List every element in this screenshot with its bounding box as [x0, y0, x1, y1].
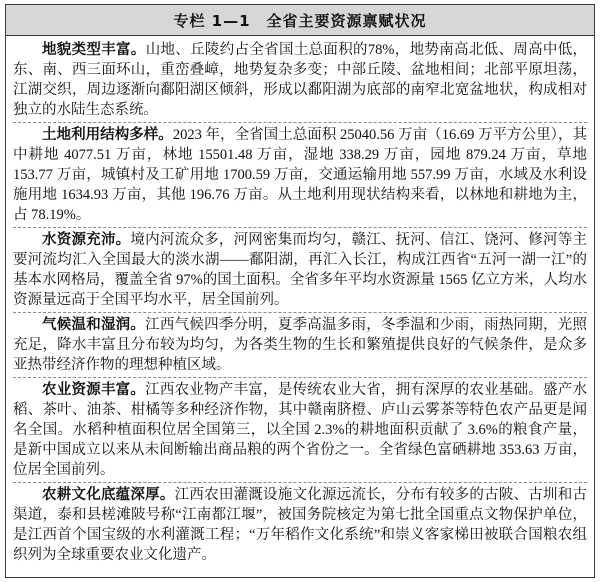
- paragraph-agriculture: [13, 377, 587, 482]
- paragraph-lead: 水资源充沛。: [42, 232, 131, 248]
- column-content: [6, 36, 594, 567]
- paragraph-body: 山地、丘陵约占全省国土总面积的78%，地势南高北低、周高中低，东、南、西三面环山，重峦叠嶂，地势复杂多变；中部丘陵、盆地相间；北部平原坦荡，江湖交织，周边逐渐向鄱阳湖区倾斜，形成以鄱阳湖为底部的南窄北宽盆地状，构成相对独立的水陆生态系统。: [13, 42, 588, 118]
- column-label: 专栏 1—1: [173, 11, 251, 30]
- paragraph-lead: 气候温和湿润。: [42, 317, 146, 333]
- paragraph-body: 江西农业物产丰富，是传统农业大省，拥有深厚的农业基础。盛产水稻、茶叶、油茶、柑橘等多种经济作物，其中赣南脐橙、庐山云雾茶等特色农产品更是闻名全国。水稻种植面积位居全国第三，以全国 2.3%的耕地面积贡献了 3.6%的粮食产量，是新中国成立以来从未间断输出商品粮的两个省份之一。全省绿色富硒耕地 353.63 万亩，位居全国前列。: [13, 382, 588, 478]
- paragraph-body: 江西气候四季分明，夏季高温多雨，冬季温和少雨，雨热同期，光照充足，降水丰富且分布较为均匀，为各类生物的生长和繁殖提供良好的气候条件，是众多亚热带经济作物的理想种植区域。: [13, 317, 588, 373]
- paragraph-lead: 土地利用结构多样。: [42, 127, 173, 143]
- paragraph-climate: [13, 312, 587, 377]
- paragraph-landform: [13, 38, 587, 122]
- paragraph-lead: 农业资源丰富。: [42, 382, 146, 398]
- paragraph-water: [13, 227, 587, 312]
- column-header: [6, 5, 594, 36]
- paragraph-body: 境内河流众多，河网密集而均匀，赣江、抚河、信江、饶河、修河等主要河流均汇入全国最大的淡水湖——鄱阳湖，再汇入长江，构成江西省“五河一湖一江”的基本水网格局，覆盖全省 97%的国土面积。全省多年平均水资源量 1565 亿立方米，人均水资源量远高于全国平均水平，居全国前列。: [13, 232, 588, 308]
- paragraph-body: 江西农田灌溉设施文化源远流长，分布有较多的古陂、古圳和古渠道，泰和县槎滩陂号称“江南都江堰”，被国务院核定为第七批全国重点文物保护单位，是江西首个国宝级的水利灌溉工程；“万年稻作文化系统”和崇义客家梯田被联合国粮农组织列为全球重要农业文化遗产。: [13, 487, 587, 563]
- paragraph-body: 2023 年，全省国土总面积 25040.56 万亩（16.69 万平方公里），其中耕地 4077.51 万亩，林地 15501.48 万亩，湿地 338.29 万亩，园地 879.24 万亩，草地 153.77 万亩，城镇村及工矿用地 1700.59 万亩，交通运输用地 557.99 万亩，水域及水利设施用地 1634.93 万亩，其他 196.76 万亩。从土地利用现状结构来看，以林地和耕地为主，占 78.19%。: [13, 127, 588, 223]
- column-box: [5, 4, 595, 578]
- paragraph-land-use: [13, 122, 587, 227]
- paragraph-lead: 农耕文化底蕴深厚。: [42, 487, 175, 503]
- column-title: 全省主要资源禀赋状况: [266, 11, 427, 30]
- paragraph-farming-culture: [13, 482, 587, 567]
- paragraph-lead: 地貌类型丰富。: [42, 42, 146, 58]
